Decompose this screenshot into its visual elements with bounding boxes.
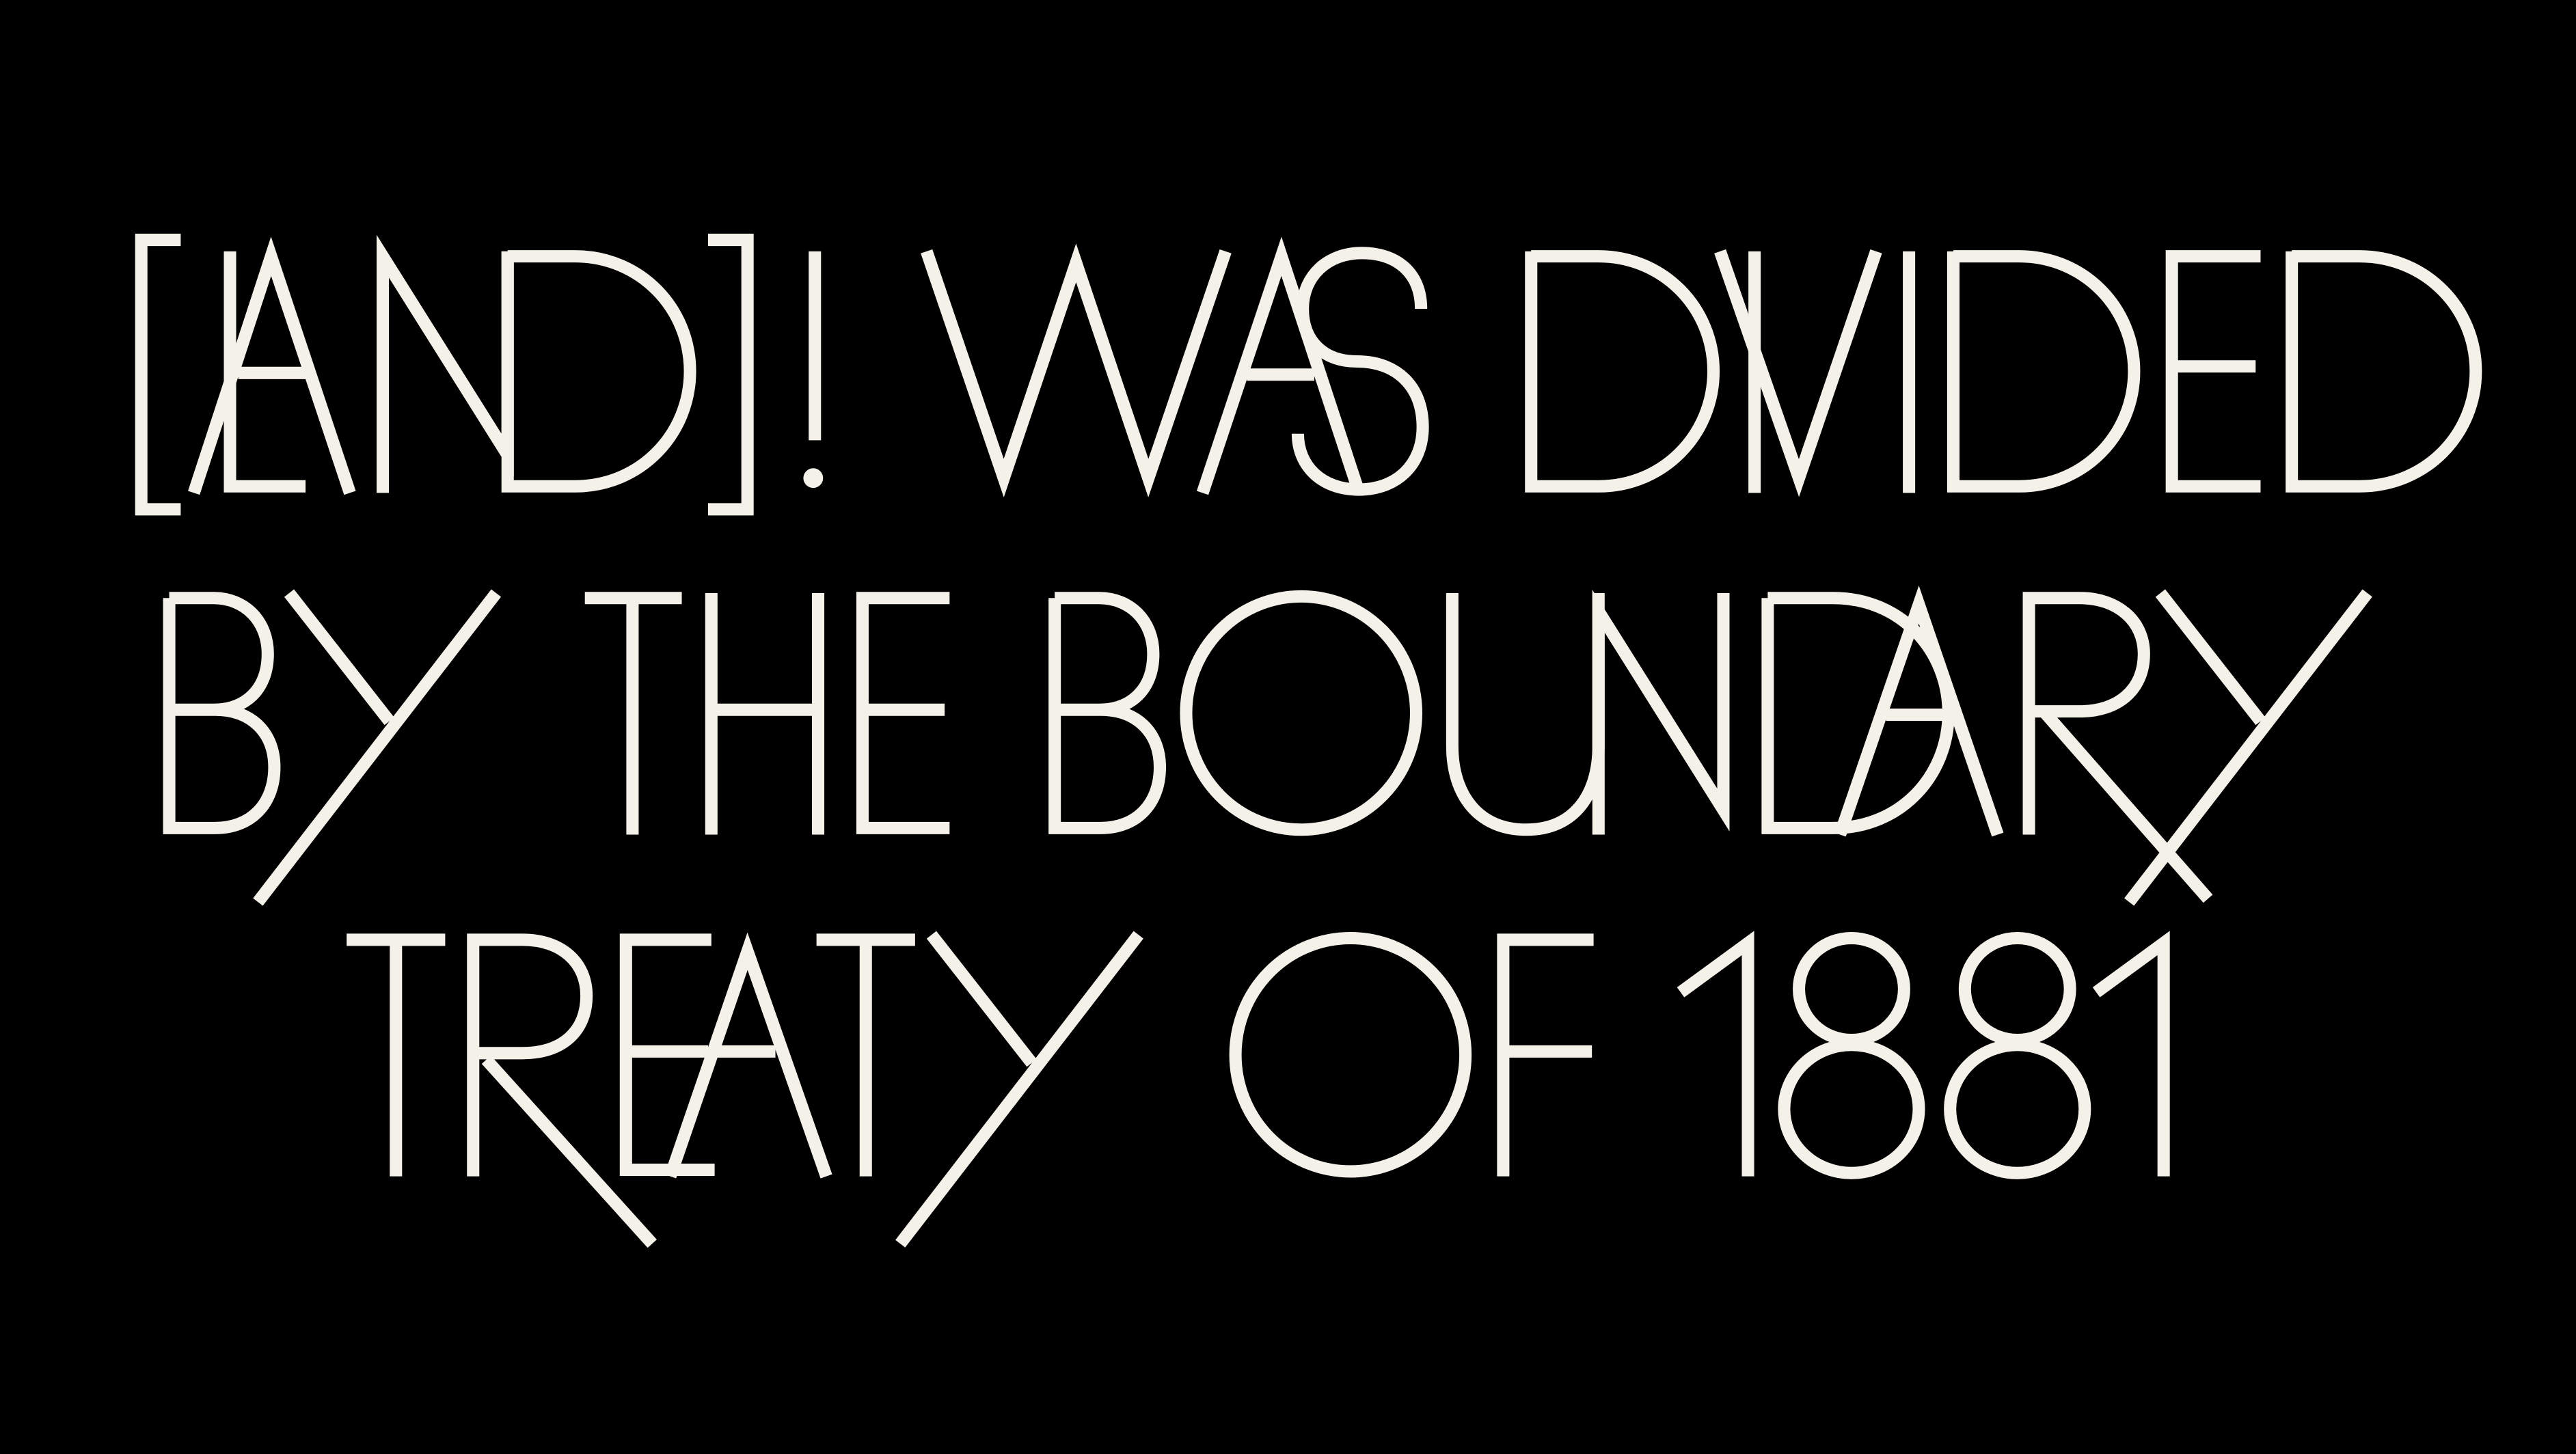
glyph-A-1 (194, 256, 350, 493)
glyph-N-2 (1599, 593, 1724, 834)
glyph-digit-1a (1681, 943, 1748, 1176)
glyph-E-3 (626, 939, 715, 1170)
glyph-H-1 (711, 593, 818, 834)
glyph-O-1 (1186, 596, 1416, 829)
glyph-V-1 (1720, 251, 1876, 478)
glyph-R-1 (2029, 598, 2208, 899)
line-1-glyphs (141, 240, 2476, 509)
glyph-Y-2 (2129, 593, 2368, 902)
glyph-digit-8a (1784, 938, 1919, 1173)
glyph-B-1 (170, 598, 275, 828)
glyph-A-4 (670, 951, 826, 1176)
glyph-D-4 (2292, 251, 2476, 486)
glyph-T-2 (347, 939, 445, 1176)
glyph-F-1 (1503, 939, 1593, 1176)
glyph-D-2 (1531, 251, 1713, 486)
glyph-I-2-dot (803, 468, 823, 488)
glyph-Y-3 (900, 935, 1139, 1244)
glyph-T-1 (585, 598, 682, 834)
glyph-D-3 (1953, 251, 2134, 486)
glyph-E-2 (863, 598, 949, 828)
glyph-open-bracket (141, 240, 181, 509)
glyph-digit-1b (2096, 943, 2164, 1176)
glyph-O-2 (1236, 938, 1466, 1171)
glyph-N-1 (383, 251, 508, 493)
glyph-digit-8b (1950, 938, 2085, 1173)
line-3-glyphs (347, 935, 2163, 1244)
glyph-W-1 (927, 251, 1225, 478)
glyph-close-bracket (708, 240, 748, 509)
glyph-A-2 (1203, 256, 1357, 493)
glyph-B-2 (1055, 598, 1160, 828)
glyph-D-1 (508, 251, 690, 486)
glyph-Y-1 (258, 593, 496, 902)
line-2-glyphs (170, 593, 2368, 902)
glyph-E-1 (2172, 256, 2261, 486)
glyph-T-3 (817, 939, 915, 1176)
glyph-U-1 (1452, 593, 1599, 829)
